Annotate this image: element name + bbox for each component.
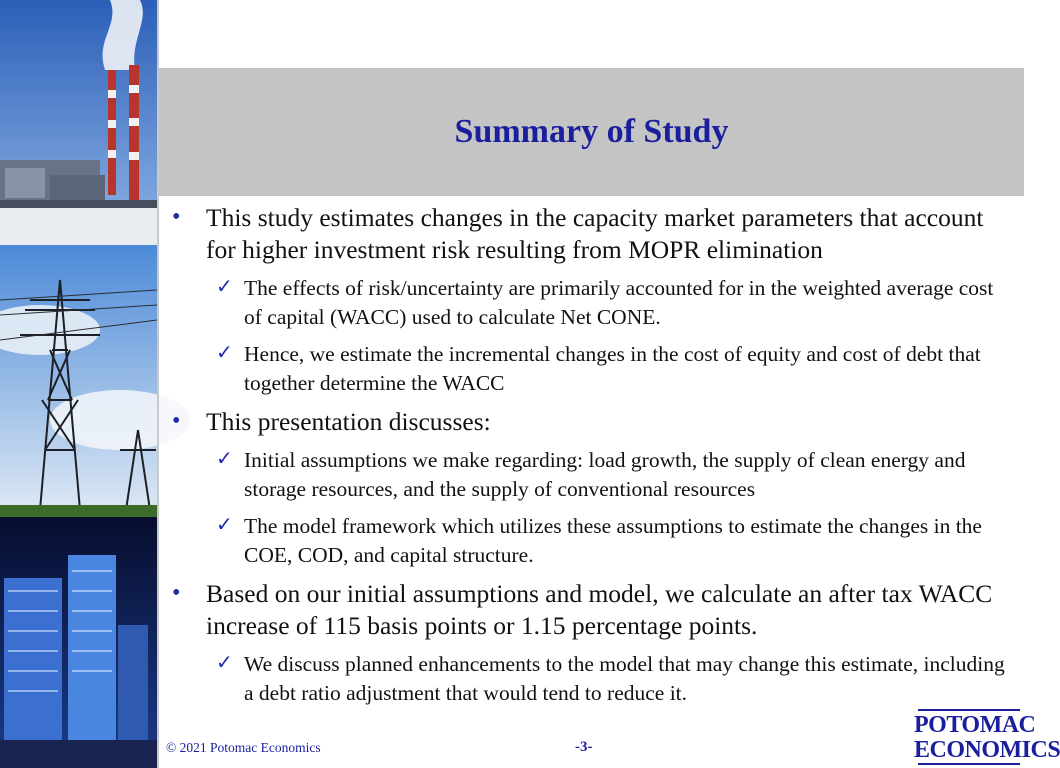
sub-bullet-item	[170, 650, 1010, 708]
potomac-economics-logo	[914, 708, 1060, 766]
sub-bullet-item	[170, 446, 1010, 504]
sub-bullet-text: Initial assumptions we make regarding: load growth, the supply of clean energy and storage resources, and the supply of conventional resources	[244, 448, 966, 501]
bullet-icon: •	[172, 408, 181, 434]
title-band	[159, 68, 1024, 196]
bullet-item	[170, 578, 1010, 642]
page-number: -3-	[575, 739, 593, 755]
bullet-text: This study estimates changes in the capacity market parameters that account for higher investment risk resulting from MOPR elimination	[206, 203, 984, 264]
bullet-text: This presentation discusses:	[206, 407, 491, 436]
sub-bullet-item	[170, 274, 1010, 332]
checkmark-icon: ✓	[216, 650, 233, 674]
sub-bullet-text: The model framework which utilizes these assumptions to estimate the changes in the COE, COD, and capital structure.	[244, 514, 982, 567]
slide-title: Summary of Study	[454, 113, 729, 150]
bullet-text: Based on our initial assumptions and model, we calculate an after tax WACC increase of 115 basis points or 1.15 percentage points.	[206, 579, 993, 640]
checkmark-icon: ✓	[216, 274, 233, 298]
logo-rule-top	[918, 709, 1020, 711]
sub-bullet-text: Hence, we estimate the incremental changes in the cost of equity and cost of debt that together determine the WACC	[244, 342, 981, 395]
left-photo-strip	[0, 0, 157, 768]
sub-bullet-text: We discuss planned enhancements to the model that may change this estimate, including a debt ratio adjustment that would tend to reduce it.	[244, 652, 1005, 705]
checkmark-icon: ✓	[216, 340, 233, 364]
transmission-towers-image	[0, 245, 190, 517]
bullet-item	[170, 202, 1010, 266]
city-skyline-image	[0, 517, 157, 768]
logo-rule-bottom	[918, 763, 1020, 765]
copyright-text: © 2021 Potomac Economics	[166, 740, 321, 755]
checkmark-icon: ✓	[216, 512, 233, 536]
bullet-icon: •	[172, 204, 181, 230]
bullet-icon: •	[172, 580, 181, 606]
logo-line1: POTOMAC	[914, 712, 1036, 738]
sub-bullet-text: The effects of risk/uncertainty are primarily accounted for in the weighted average cost of capital (WACC) used to calculate Net CONE.	[244, 276, 994, 329]
sub-bullet-item	[170, 512, 1010, 570]
logo-line2: ECONOMICS	[914, 737, 1060, 763]
bullet-item	[170, 406, 1010, 438]
checkmark-icon: ✓	[216, 446, 233, 470]
slide-content	[170, 202, 1010, 716]
power-plant-image	[0, 0, 157, 245]
sub-bullet-item	[170, 340, 1010, 398]
photo-collage	[0, 0, 157, 768]
